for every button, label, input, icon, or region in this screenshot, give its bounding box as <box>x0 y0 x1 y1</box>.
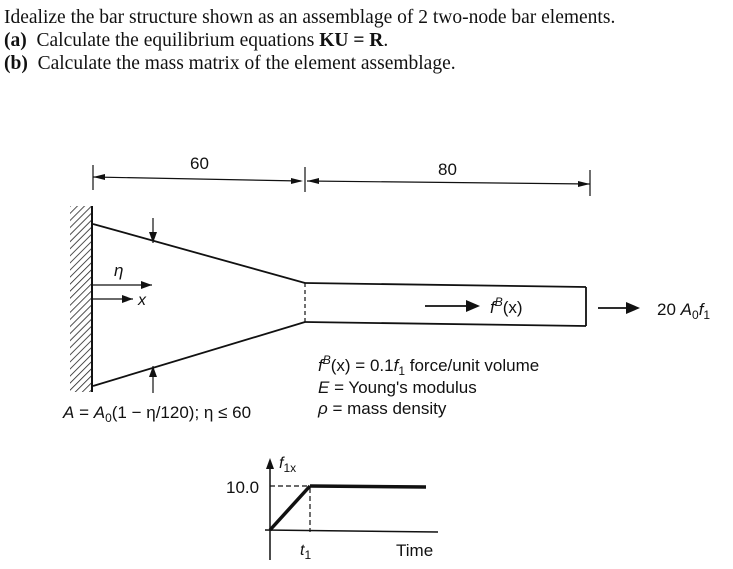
dimension-lines <box>93 165 590 196</box>
end-load-label: 20 $A_0f_1$ <box>657 300 711 322</box>
end-load-arrow <box>598 302 640 314</box>
plot-y-tick-label: 10.0 <box>226 478 260 497</box>
part-a-text: Calculate the equilibrium equations <box>36 30 315 51</box>
plot-x-tick-label: $t_1$ <box>300 542 312 562</box>
plot-y-axis-label: $f_{1x}$ <box>279 455 297 475</box>
part-b-text: Calculate the mass matrix of the element assemblage. <box>37 53 456 74</box>
tapered-bar-section <box>93 224 305 386</box>
plot-x-axis-label: Time <box>396 541 434 560</box>
part-a-equation: KU = R <box>319 30 384 51</box>
body-force-label: $f^B(x)$ <box>490 295 523 317</box>
part-b-marker: (b) <box>4 53 28 74</box>
body-force-arrow <box>425 300 480 312</box>
eta-label: η <box>114 261 124 280</box>
uniform-bar-section <box>305 283 586 326</box>
dimension-80-label: 80 <box>438 160 457 179</box>
area-formula: $A = A_0(1 - \eta/120)$; η ≤ 60 <box>63 403 252 425</box>
x-coordinate-label: x <box>138 292 146 309</box>
dimension-60-label: 60 <box>190 154 209 173</box>
legend-youngs-modulus: E = Young's modulus <box>318 378 477 397</box>
problem-intro: Idealize the bar structure shown as an assemblage of 2 two-node bar elements. <box>4 7 616 28</box>
legend-mass-density: ρ = mass density <box>318 399 447 418</box>
problem-part-a: (a) Calculate the equilibrium equations KU = R. <box>4 30 389 51</box>
part-a-marker: (a) <box>4 30 27 51</box>
legend-body-force: $f^B(x) = 0.1f_1$ force/unit volume <box>318 353 540 378</box>
wall-support <box>70 206 92 392</box>
figure-legend <box>317 353 539 418</box>
